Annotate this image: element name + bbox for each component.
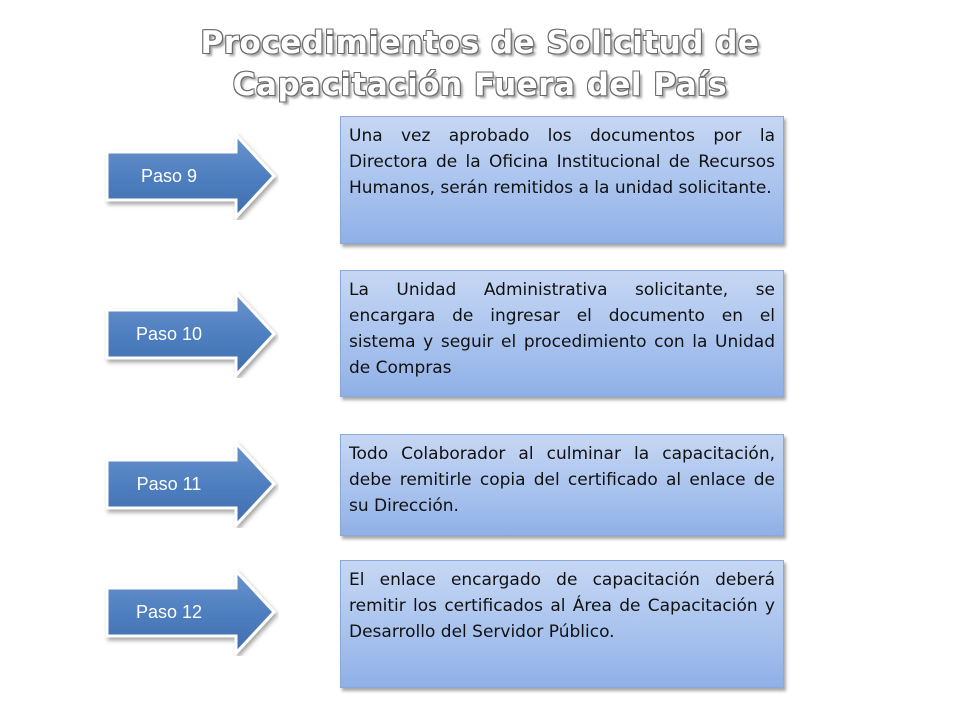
page-title — [0, 22, 960, 106]
step-label: Paso 11 — [136, 474, 202, 494]
step-label: Paso 9 — [140, 166, 198, 186]
step-label: Paso 10 — [135, 324, 203, 344]
step-description-11: Todo Colaborador al culminar la capacitación, debe remitirle copia del certificado al enlace de su Dirección. — [340, 434, 784, 536]
step-arrow-11 — [104, 440, 279, 528]
step-description-10: La Unidad Administrativa solicitante, se encargara de ingresar el documento en el sistema y seguir el procedimiento con la Unidad de Compras — [340, 270, 784, 397]
title-line-1: Procedimientos de Solicitud de — [200, 25, 760, 61]
step-arrow-9 — [104, 132, 279, 220]
step-label: Paso 12 — [135, 602, 203, 622]
title-line-2: Capacitación Fuera del País — [232, 67, 728, 103]
step-description-9: Una vez aprobado los documentos por la Directora de la Oficina Institucional de Recursos Humanos, serán remitidos a la unidad solicitante. — [340, 116, 784, 244]
step-description-12: El enlace encargado de capacitación deberá remitir los certificados al Área de Capacitación y Desarrollo del Servidor Público. — [340, 560, 784, 688]
step-arrow-12 — [104, 568, 279, 656]
step-arrow-10 — [104, 290, 279, 378]
